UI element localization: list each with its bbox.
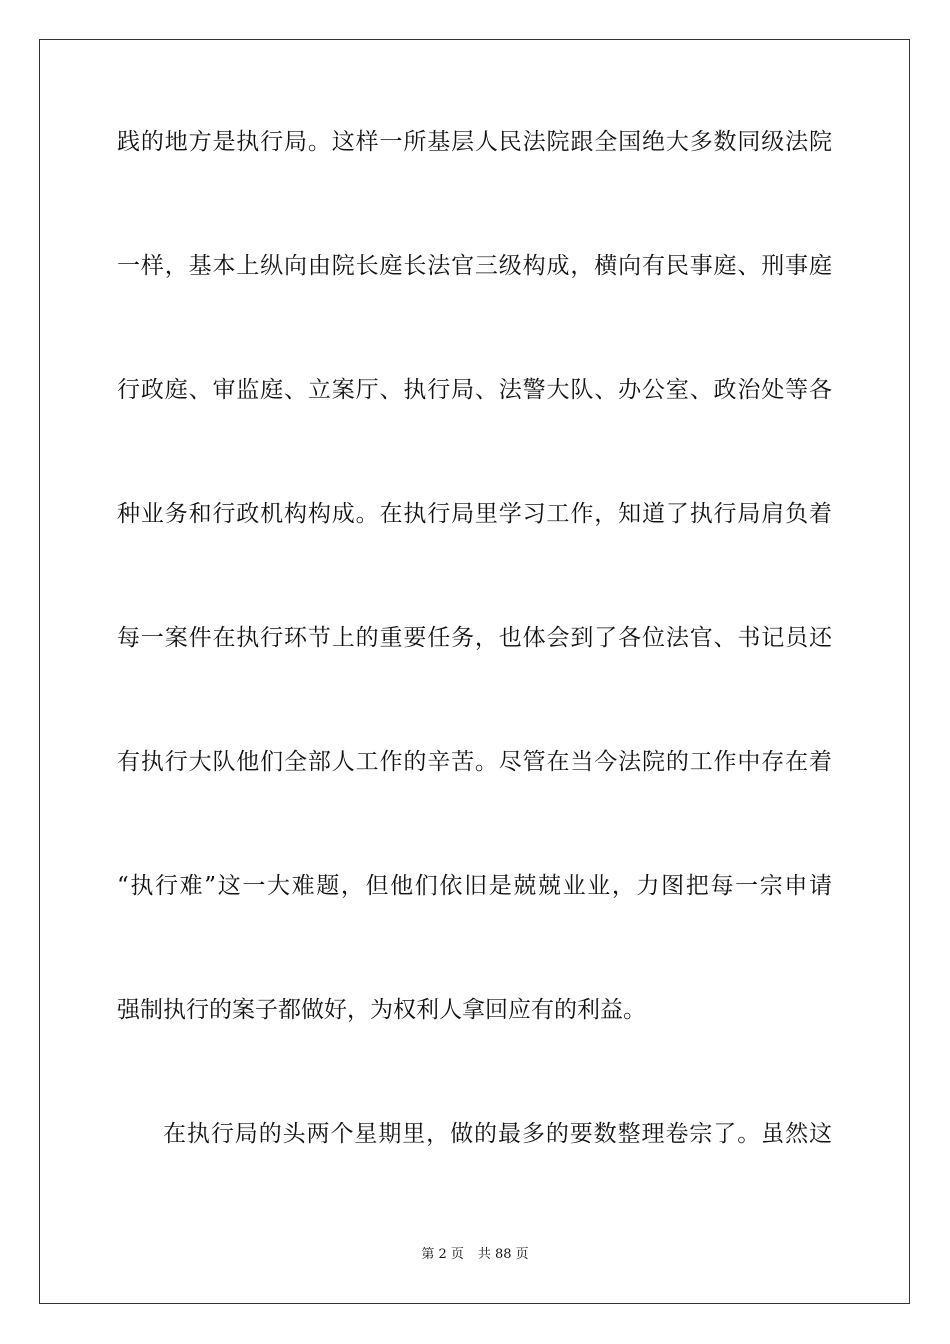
paragraph-first-line: 在执行局的头两个星期里，做的最多的要数整理卷宗了。虽然这 (163, 1121, 832, 1147)
text-line: 有执行大队他们全部人工作的辛苦。尽管在当今法院的工作中存在着 (117, 749, 832, 775)
text-line: 行政庭、审监庭、立案厅、执行局、法警大队、办公室、政治处等各 (117, 377, 832, 403)
text-line: 一样，基本上纵向由院长庭长法官三级构成，横向有民事庭、刑事庭 (117, 253, 832, 279)
text-line: 种业务和行政机构构成。在执行局里学习工作，知道了执行局肩负着 (117, 501, 832, 527)
page-total: 共 88 页 (477, 1247, 529, 1262)
text-line: 强制执行的案子都做好，为权利人拿回应有的利益。 (117, 997, 646, 1023)
text-line: “执行难”这一大难题，但他们依旧是兢兢业业，力图把每一宗申请 (117, 873, 832, 899)
page-number: 第 2 页 (421, 1247, 464, 1262)
text-line: 践的地方是执行局。这样一所基层人民法院跟全国绝大多数同级法院 (117, 129, 832, 155)
page-footer (0, 1246, 950, 1264)
page-border (39, 39, 910, 1304)
text-line: 每一案件在执行环节上的重要任务，也体会到了各位法官、书记员还 (117, 625, 832, 651)
